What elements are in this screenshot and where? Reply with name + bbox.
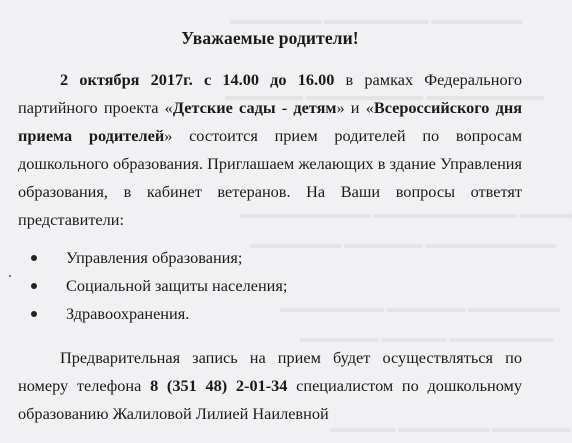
list-item-label: Здравоохранения.: [66, 304, 190, 323]
bullet-icon: [31, 311, 37, 317]
intro-paragraph: [18, 66, 522, 234]
project-name-2: Всероссийского дня приема родителей: [18, 98, 523, 145]
event-date-time: 2 октября 2017г. с 14.00 до 16.00: [60, 70, 335, 89]
contact-phone: 8 (351 48) 2-01-34: [150, 376, 288, 395]
paper-speck: [9, 275, 11, 277]
list-item: [18, 272, 522, 300]
outro-text-2: специалистом по дошкольному образованию Жалиловой Лилией Наилевной: [18, 376, 522, 423]
document-page: [18, 24, 522, 428]
page-title: Уважаемые родители!: [181, 28, 359, 48]
bullet-icon: [31, 255, 37, 261]
bullet-icon: [31, 283, 37, 289]
reverse-side-show-through: ▬▬▬▬▬▬▬ ▬▬▬▬▬▬▬▬ ▬▬▬▬▬▬▬ ▬▬▬▬▬▬ ▬▬▬▬▬▬▬▬▬ ▬▬▬▬▬▬▬▬▬ ▬▬▬▬▬▬▬▬▬▬ ▬▬▬▬▬▬▬▬▬▬▬ ▬▬▬▬ ▬▬▬▬▬▬▬ ▬▬▬▬▬▬ ▬▬▬▬▬▬▬▬▬▬ ▬▬▬▬▬▬▬▬ ▬▬▬▬▬▬ ▬▬▬▬▬▬▬ ▬▬▬▬▬▬ ▬▬▬▬▬ ▬▬▬▬▬▬▬▬ ▬▬▬▬▬ ▬▬▬▬▬▬▬ ▬▬▬▬▬▬: [225, 12, 572, 435]
project-name-1: Детские сады - детям: [172, 98, 337, 117]
representatives-list: [18, 244, 522, 328]
list-item-label: Управления образования;: [66, 248, 243, 267]
intro-text-1: в рамках Федерального партийного проекта «: [18, 70, 522, 117]
list-item-label: Социальной защиты населения;: [66, 276, 288, 295]
outro-paragraph: [18, 344, 522, 428]
intro-text-3: » состоится прием родителей по вопросам дошкольного образования. Приглашаем желающих в здание Управления образования, в кабинет ветеранов. На Ваши вопросы ответят представители:: [18, 126, 522, 229]
outro-text-1: Предварительная запись на прием будет осуществляться по номеру телефона: [18, 348, 522, 395]
list-item: [18, 244, 522, 272]
intro-text-2: » и «: [336, 98, 374, 117]
list-item: [18, 300, 522, 328]
